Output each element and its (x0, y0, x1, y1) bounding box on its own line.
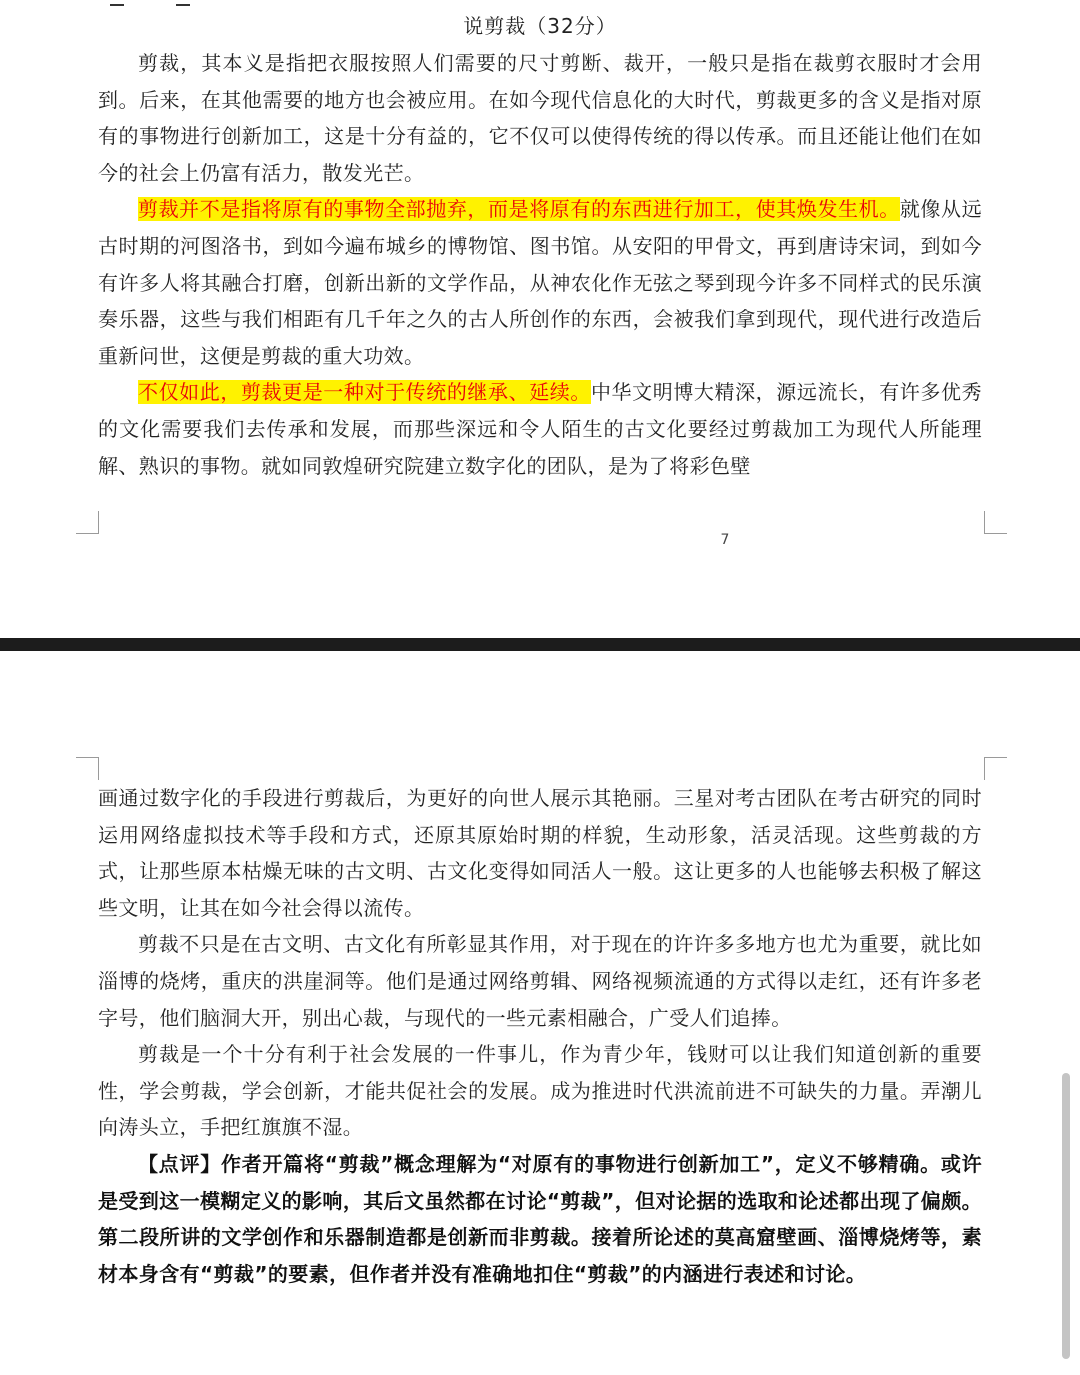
paragraph-inheritance (98, 374, 982, 484)
text-fragment-mark (110, 0, 124, 6)
highlighted-sentence: 不仅如此，剪裁更是一种对于传统的继承、延续。 (138, 380, 591, 405)
paragraph-examples (98, 191, 982, 374)
scrollbar-thumb[interactable] (1062, 1073, 1070, 1359)
previous-line-fragment (0, 0, 1080, 6)
page-separator (0, 638, 1080, 651)
page-7-body (98, 45, 982, 484)
paragraph-conclusion: 剪裁是一个十分有利于社会发展的一件事儿，作为青少年，钱财可以让我们知道创新的重要性，学会剪裁，学会创新，才能共促社会的发展。成为推进时代洪流前进不可缺失的力量。弄潮儿向涛头立，手把红旗旗不湿。 (98, 1042, 982, 1140)
highlighted-sentence: 剪裁并不是指将原有的事物全部抛弃，而是将原有的东西进行加工，使其焕发生机。 (138, 197, 900, 222)
page-8-body (98, 780, 982, 1292)
text-fragment-mark (176, 0, 190, 6)
teacher-comment: 【点评】作者开篇将“剪裁”概念理解为“对原有的事物进行创新加工”，定义不够精确。或许是受到这一模糊定义的影响，其后文虽然都在讨论“剪裁”，但对论据的选取和论述都出现了偏颇。第二段所讲的文学创作和乐器制造都是创新而非剪裁。接着所论述的莫高窟壁画、淄博烧烤等，素材本身含有“剪裁”的要素，但作者并没有准确地扣住“剪裁”的内涵进行表述和讨论。 (98, 1151, 982, 1286)
paragraph-modern-examples: 剪裁不只是在古文明、古文化有所彰显其作用，对于现在的许许多多地方也尤为重要，就比如淄博的烧烤，重庆的洪崖洞等。他们是通过网络剪辑、网络视频流通的方式得以走红，还有许多老字号，他们脑洞大开，别出心裁，与现代的一些元素相融合，广受人们追捧。 (98, 932, 982, 1030)
paragraph-text: 就像从远古时期的河图洛书，到如今遍布城乡的博物馆、图书馆。从安阳的甲骨文，再到唐诗宋词，到如今有许多人将其融合打磨，创新出新的文学作品，从神农化作无弦之琴到现今许多不同样式的民乐演奏乐器，这些与我们相距有几千年之久的古人所创作的东西，会被我们拿到现代，现代进行改造后重新问世，这便是剪裁的重大功效。 (98, 197, 982, 368)
document-page-8 (0, 651, 1080, 1375)
paragraph-definition: 剪裁，其本义是指把衣服按照人们需要的尺寸剪断、裁开，一般只是指在裁剪衣服时才会用到。后来，在其他需要的地方也会被应用。在如今现代信息化的大时代，剪裁更多的含义是指对原有的事物进行创新加工，这是十分有益的，它不仅可以使得传统的得以传承。而且还能让他们在如今的社会上仍富有活力，散发光芒。 (98, 51, 982, 185)
paragraph-text: 中华文明博大精深，源远流长，有许多优秀的文化需要我们去传承和发展，而那些深远和令人陌生的古文化要经过剪裁加工为现代人所能理解、熟识的事物。就如同敦煌研究院建立数字化的团队，是为了将彩色壁 (98, 380, 982, 478)
margin-corner-bottom-right (984, 511, 1007, 534)
paragraph-continued: 画通过数字化的手段进行剪裁后，为更好的向世人展示其艳丽。三星对考古团队在考古研究的同时运用网络虚拟技术等手段和方式，还原其原始时期的样貌，生动形象，活灵活现。这些剪裁的方式，让那些原本枯燥无味的古文明、古文化变得如同活人一般。这让更多的人也能够去积极了解这些文明，让其在如今社会得以流传。 (98, 786, 982, 920)
margin-corner-bottom-left (76, 511, 99, 534)
margin-corner-top-left (76, 757, 99, 780)
document-page-7 (0, 0, 1080, 638)
margin-corner-top-right (984, 757, 1007, 780)
essay-title: 说剪裁（32分） (463, 14, 617, 38)
page-number: 7 (720, 532, 730, 548)
